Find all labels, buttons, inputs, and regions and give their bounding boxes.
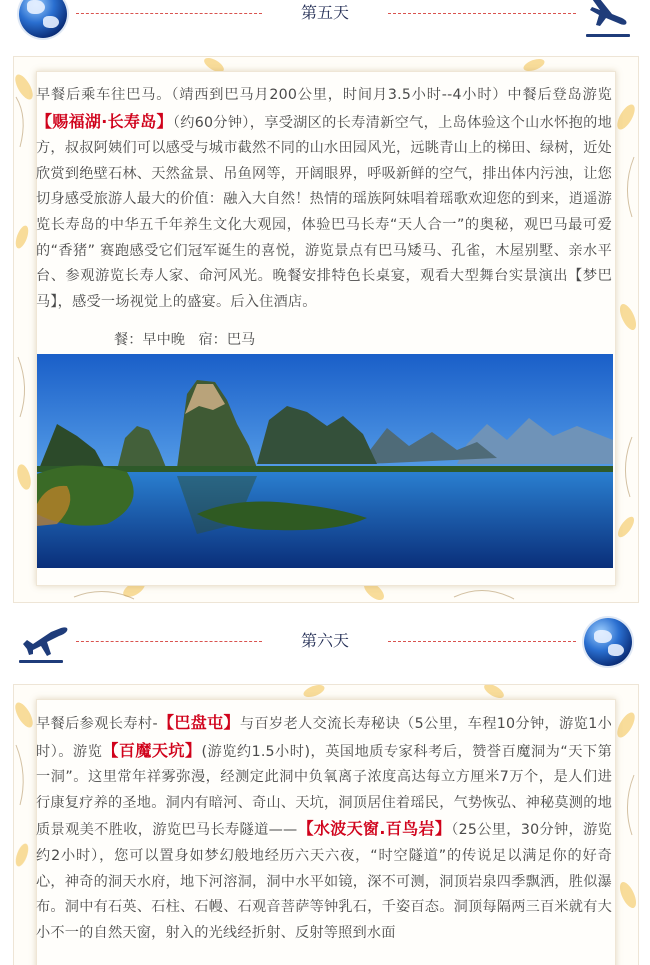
day-title: 第五天 <box>300 3 349 22</box>
meal-label: 餐：早中晚 <box>114 332 185 348</box>
globe-icon <box>584 618 632 666</box>
meal-info <box>114 329 255 349</box>
highlight-attraction: 【巴盘屯】 <box>157 713 240 732</box>
highlight-attraction: 【水波天窗.百鸟岩】 <box>297 819 452 839</box>
globe-icon <box>19 0 67 38</box>
day5-header <box>0 0 650 42</box>
landscape-photo <box>37 354 613 568</box>
divider-line <box>76 641 262 642</box>
divider-line <box>388 641 576 642</box>
day6-header <box>0 614 650 670</box>
divider-line <box>76 13 262 14</box>
day6-description: 早餐后参观长寿村-【巴盘屯】与百岁老人交流长寿秘诀（5公里，车程10分钟，游览1小时）。游览【百魔天坑】(游览约1.5小时)，英国地质专家科考后，赞誉百魔洞为“天下第一洞”。这里常年祥雾弥漫，经测定此洞中负氧离子浓度高达每立方厘米7万个，是人们进行康复疗养的圣地。洞内有暗河、奇山、天坑，洞顶居住着瑶民，气势恢弘、神秘莫测的地质景观美不胜收，游览巴马长寿隧道——【水波天窗.百鸟岩】（25公里，30分钟，游览约2小时），您可以置身如梦幻般地经历六天六夜，“时空隧道”的传说足以满足你的好奇心，神奇的洞天水府，地下河溶洞，洞中水平如镜，深不可测，洞顶岩泉四季飘洒，胜似瀑布。洞中有石英、石柱、石幔、石观音菩萨等钟乳石，千姿百态。洞顶每隔两三百米就有大小不一的自然天窗，射入的光线经折射、反射等照到水面 <box>36 713 613 941</box>
airplane-landing-icon <box>582 0 634 40</box>
day5-description: 早餐后乘车往巴马。（靖西到巴马月200公里，时间月3.5小时--4小时）中餐后登岛游览【赐福湖·长寿岛】（约60分钟），享受湖区的长寿清新空气，上岛体验这个山水怀抱的地方，叔叔阿姨们可以感受与城市截然不同的山水田园风光，远眺青山上的梯田、绿树，近处欣赏到绝壁石林、天然盆景、吊鱼网等，开阔眼界，呼吸新鲜的空气，排出体内污浊，让您切身感受旅游人最大的价值：融入大自然！热情的瑶族阿妹唱着瑶歌欢迎您的到来，逍遥游览长寿岛的中华五千年养生文化大观园，体验巴马长寿“天人合一”的奥秘，观巴马最可爱的“香猪” 赛跑感受它们冠军诞生的喜悦，游览景点有巴马矮马、孔雀，木屋别墅、亲水平台、参观游览长寿人家、命河风光。晚餐安排特色长桌宴，观看大型舞台实景演出【梦巴马】，感受一场视觉上的盛宴。后入住酒店。 <box>36 87 612 310</box>
highlight-attraction: 【百魔天坑】 <box>102 740 202 760</box>
stay-label: 宿：巴马 <box>198 332 256 348</box>
highlight-attraction: 【赐福湖·长寿岛】 <box>36 111 173 131</box>
airplane-takeoff-icon <box>17 618 73 666</box>
day-title: 第六天 <box>300 631 349 650</box>
divider-line <box>388 13 576 14</box>
